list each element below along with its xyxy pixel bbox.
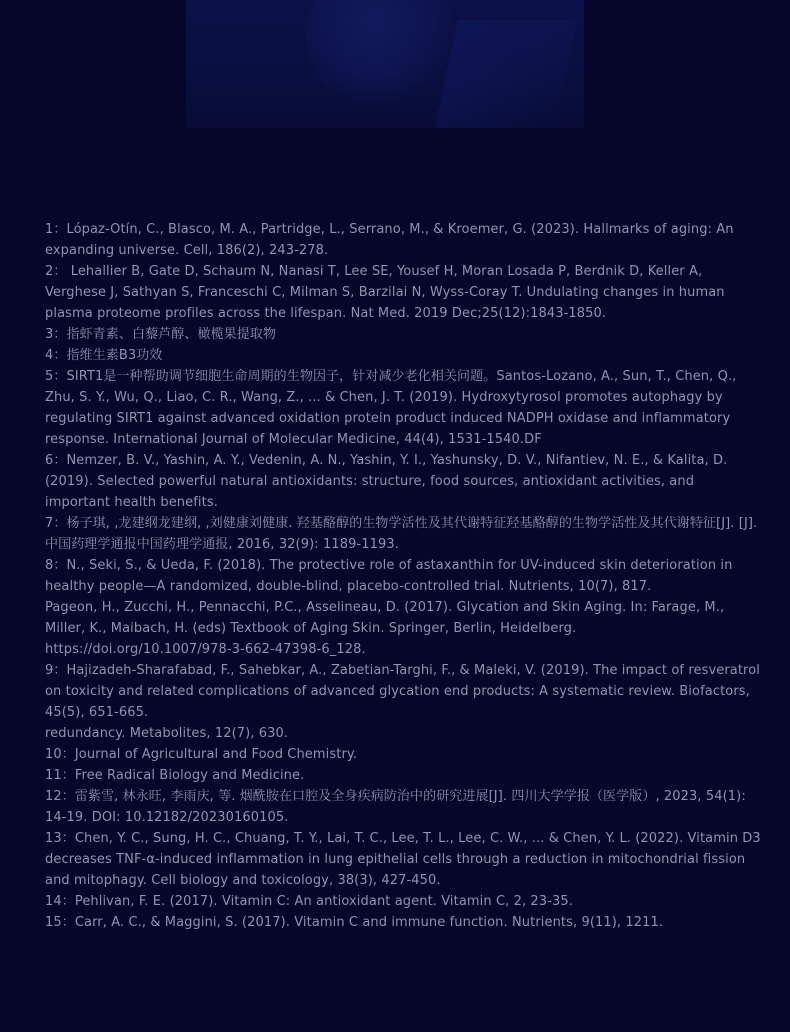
header-image (186, 0, 584, 128)
reference-item-10: 10：Journal of Agricultural and Food Chemistry. (45, 747, 358, 762)
reference-item-2: 2： Lehallier B, Gate D, Schaum N, Nanasi T, Lee SE, Yousef H, Moran Losada P, Berdnik D, Keller A, Verghese J, Sathyan S, Franceschi C, Milman S, Barzilai N, Wyss-Coray T. Undulating changes in human plasma proteome profiles across the lifespan. Nat Med. 2019 Dec;25(12):1843-1850. (45, 264, 725, 321)
header-image-shape-secondary (434, 20, 577, 128)
header-image-shape (306, 0, 456, 110)
reference-item-1: 1：Lópaz-Otín, C., Blasco, M. A., Partridge, L., Serrano, M., & Kroemer, G. (2023). Hallmarks of aging: An expanding universe. Cell, 186(2), 243-278. (45, 222, 734, 258)
reference-item-14: 14：Pehlivan, F. E. (2017). Vitamin C: An antioxidant agent. Vitamin C, 2, 23-35. (45, 894, 573, 909)
reference-item-8: 8：N., Seki, S., & Ueda, F. (2018). The protective role of astaxanthin for UV-induced skin deterioration in healthy people—A randomized, double-blind, placebo-controlled trial. Nutrients, 10(7), 817. (45, 558, 733, 594)
reference-item-15: 15：Carr, A. C., & Maggini, S. (2017). Vitamin C and immune function. Nutrients, 9(11), 1211. (45, 915, 664, 930)
reference-doi-link: https://doi.org/10.1007/978-3-662-47398-6_128. (45, 642, 366, 657)
reference-item-7: 7：杨子琪, ,龙建纲龙建纲, ,刘健康刘健康. 羟基酪醇的生物学活性及其代谢特征羟基酪醇的生物学活性及其代谢特征[J]. [J]. 中国药理学通报中国药理学通报, 2016, 32(9): 1189-1193. (45, 516, 758, 552)
reference-item-9: 9：Hajizadeh‐Sharafabad, F., Sahebkar, A., Zabetian‐Targhi, F., & Maleki, V. (2019). The impact of resveratrol on toxicity and related complications of advanced glycation end products: A systematic review. Biofactors, 45(5), 651-665. (45, 663, 760, 720)
reference-item-11: 11：Free Radical Biology and Medicine. (45, 768, 305, 783)
reference-item-6: 6：Nemzer, B. V., Yashin, A. Y., Vedenin, A. N., Yashin, Y. I., Yashunsky, D. V., Nifantiev, N. E., & Kalita, D. (2019). Selected powerful natural antioxidants: structure, food sources, antioxidant activities, and important health benefits. (45, 453, 728, 510)
reference-item-9-continuation: redundancy. Metabolites, 12(7), 630. (45, 726, 289, 741)
reference-item-13: 13：Chen, Y. C., Sung, H. C., Chuang, T. Y., Lai, T. C., Lee, T. L., Lee, C. W., ... & Chen, Y. L. (2022). Vitamin D3 decreases TNF-α-induced inflammation in lung epithelial cells through a reduction in mitochondrial fission and mitophagy. Cell biology and toxicology, 38(3), 427-450. (45, 831, 761, 888)
reference-item-12: 12：雷紫雪, 林永旺, 李雨庆, 等. 烟酰胺在口腔及全身疾病防治中的研究进展[J]. 四川大学学报（医学版）, 2023, 54(1): 14-19. DOI: 10.12182/20230160105. (45, 789, 746, 825)
reference-item-3: 3：指虾青素、白藜芦醇、橄榄果提取物 (45, 327, 277, 342)
reference-item-5: 5：SIRT1是一种帮助调节细胞生命周期的生物因子，针对减少老化相关问题。Santos-Lozano, A., Sun, T., Chen, Q., Zhu, S. Y., Wu, Q., Liao, C. R., Wang, Z., ... & Chen, J. T. (2019). Hydroxytyrosol promotes autophagy by regulating SIRT1 against advanced oxidation protein product induced NADPH oxidase and inflammatory response. International Journal of Molecular Medicine, 44(4), 1531-1540.DF (45, 369, 737, 447)
reference-item-8-pageon: Pageon, H., Zucchi, H., Pennacchi, P.C., Asselineau, D. (2017). Glycation and Skin Aging. In: Farage, M., Miller, K., Maibach, H. (eds) Textbook of Aging Skin. Springer, Berlin, Heidelberg. (45, 600, 725, 636)
reference-item-4: 4：指维生素B3功效 (45, 348, 163, 363)
reference-list (45, 219, 761, 933)
